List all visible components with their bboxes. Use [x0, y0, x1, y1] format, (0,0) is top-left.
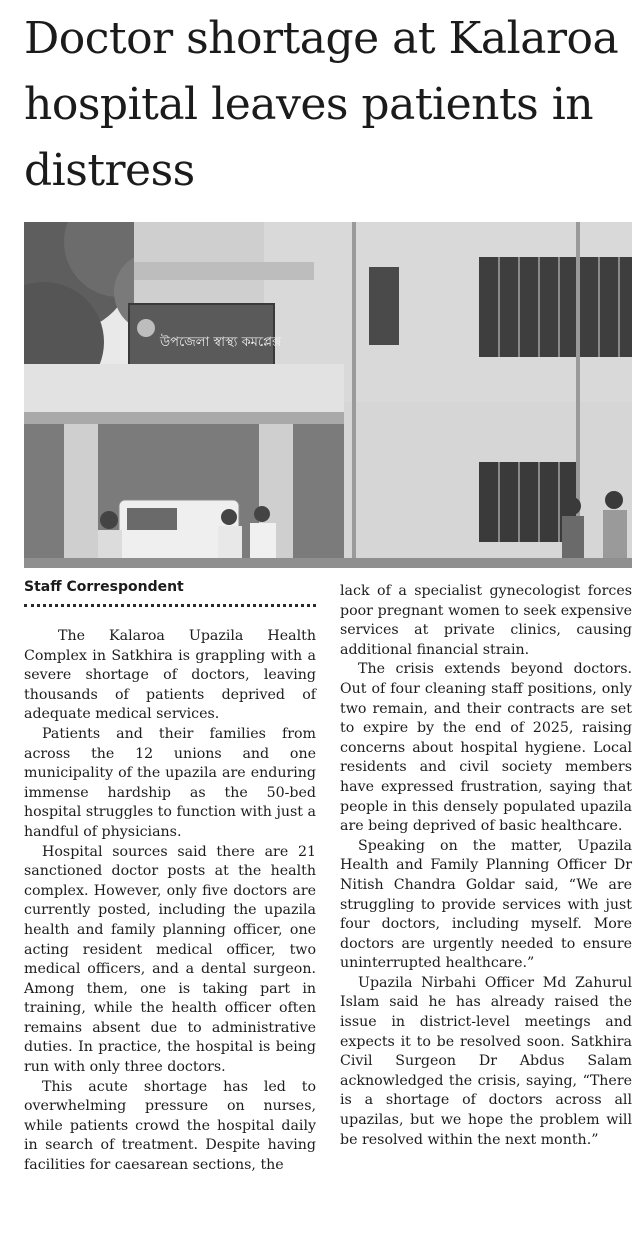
article-column-2	[340, 582, 632, 1150]
article-column-1	[24, 627, 316, 1176]
paragraph: This acute shortage has led to overwhelming pressure on nurses, while patients crowd the hospital daily in search of treatment. Despite having facilities for caesarean sections, the	[24, 1078, 316, 1174]
byline: Staff Correspondent	[24, 579, 184, 595]
paragraph: Patients and their families from across the 12 unions and one municipality of the upazila are enduring immense hardship as the 50-bed hospital struggles to function with just a handful of physicians.	[24, 725, 316, 840]
paragraph: lack of a specialist gynecologist forces poor pregnant women to seek expensive services at private clinics, causing additional financial strain.	[340, 583, 632, 658]
sign-text: উপজেলা স্বাস্থ্য কমপ্লেক্স	[160, 335, 282, 350]
paragraph: The Kalaroa Upazila Health Complex in Satkhira is grappling with a severe shortage of doctors, leaving thousands of patients deprived of adequate medical services.	[24, 628, 316, 723]
hospital-photo	[24, 222, 632, 568]
paragraph: Speaking on the matter, Upazila Health and Family Planning Officer Dr Nitish Chandra Goldar said, “We are struggling to provide services with just four doctors, including myself. More doctors are urgently needed to ensure uninterrupted healthcare.”	[340, 837, 632, 972]
byline-divider	[24, 604, 316, 607]
paragraph: Upazila Nirbahi Officer Md Zahurul Islam said he has already raised the issue in district-level meetings and expects it to be resolved soon. Satkhira Civil Surgeon Dr Abdus Salam acknowledged the crisis, saying, “There is a shortage of doctors across all upazilas, but we hope the problem will be resolved within the next month.”	[340, 974, 632, 1148]
paragraph: Hospital sources said there are 21 sanctioned doctor posts at the health complex. However, only five doctors are currently posted, including the upazila health and family planning officer, one acting resident medical officer, two medical officers, and a dental surgeon. Among them, one is taking part in training, while the health officer often remains absent due to administrative duties. In practice, the hospital is being run with only three doctors.	[24, 843, 316, 1076]
paragraph: The crisis extends beyond doctors. Out of four cleaning staff positions, only two remain, and their contracts are set to expire by the end of 2025, raising concerns about hospital hygiene. Local residents and civil society members have expressed frustration, saying that people in this densely populated upazila are being deprived of basic healthcare.	[340, 661, 632, 835]
headline: Doctor shortage at Kalaroa hospital leaves patients in distress	[24, 13, 619, 196]
